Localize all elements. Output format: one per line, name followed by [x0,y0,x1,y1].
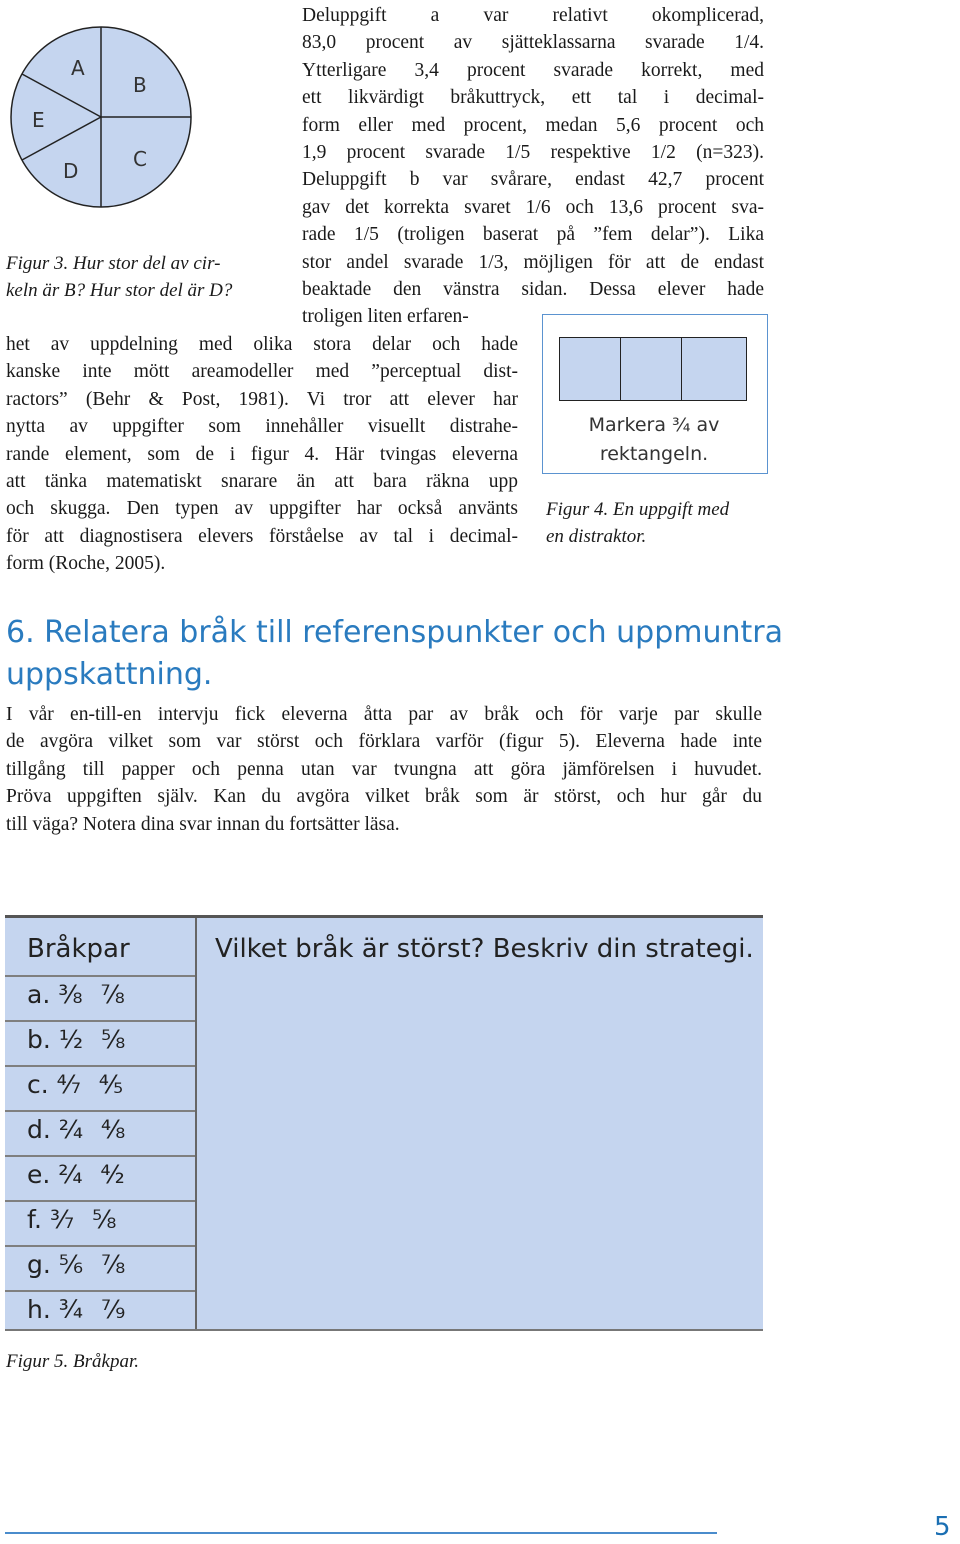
paragraph-line: Deluppgift a var relativt okomplicerad, [302,5,764,26]
paragraph-line: rade 1/5 (troligen baserat på ”fem delar”). Lika [302,224,764,246]
pie-label-c: C [133,147,147,171]
fraction-second: ⁷⁄₈ [101,1250,126,1279]
paragraph-line: till väga? Notera dina svar innan du fortsätter läsa. [6,813,400,835]
footer-rule [5,1532,717,1534]
paragraph-line: de avgöra vilket som var störst och förklara varför (figur 5). Eleverna hade inte [6,731,762,753]
row-separator [5,1020,195,1022]
paragraph-line: 1,9 procent svarade 1/5 respektive 1/2 (n=323). [302,142,764,164]
pie-circle-figure [6,22,196,212]
pair-label: c. [27,1070,49,1099]
figure4-box [542,314,768,474]
fraction-pair-row [27,1250,125,1279]
figure4-instruction-line: Markera ¾ av [588,414,720,436]
paragraph-line: 83,0 procent av sjätteklassarna svarade 1/4. [302,32,764,54]
fraction-pair-row [27,1025,125,1054]
row-separator [5,1200,195,1202]
figure4-instruction-line: rektangeln. [599,443,709,465]
figure3-caption [6,250,286,304]
pair-label: h. [27,1295,51,1324]
fraction-second: ⁵⁄₈ [101,1025,126,1054]
fraction-second: ⁷⁄₉ [101,1295,126,1324]
fraction-first: ²⁄₄ [58,1160,83,1189]
fraction-second: ⁴⁄₈ [101,1115,126,1144]
rectangle-part [681,337,747,401]
paragraph-line: tillgång till papper och penna utan var tvungna att göra jämförelsen i huvudet. [6,758,762,780]
paragraph-line: att tänka matematiskt snarare än att bara räkna upp [6,471,518,493]
figure4-caption-line: Figur 4. En uppgift med [546,499,730,520]
paragraph-line: kanske inte mött areamodeller med ”perceptual dist- [6,361,518,383]
figure4-caption-line: en distraktor. [546,526,647,547]
pie-label-e: E [32,108,45,132]
fraction-second: ⁴⁄₅ [98,1070,124,1099]
paragraph-line: form eller med procent, medan 5,6 procent och [302,114,764,136]
fraction-second: ⁷⁄₈ [100,980,125,1009]
section-heading [6,612,783,696]
row-separator [5,1290,195,1292]
paragraph-line: Deluppgift b var svårare, endast 42,7 procent [302,169,764,191]
paragraph-line: beaktade den vänstra sidan. Dessa elever hade [302,279,764,301]
pair-label: b. [27,1025,51,1054]
figure3-caption-line: Figur 3. Hur stor del av cir- [6,253,221,274]
pie-label-b: B [133,73,147,97]
page-number: 5 [934,1512,951,1542]
pair-label: d. [27,1115,51,1144]
section-heading-line: 6. Relatera bråk till referenspunkter och uppmuntra [6,615,783,650]
figure4-caption [546,496,776,550]
paragraph-line: rande element, som de i figur 4. Här tvingas eleverna [6,443,518,465]
paragraph-line: Pröva uppgiften själv. Kan du avgöra vilket bråk som är störst, och hur går du [6,786,762,808]
paragraph-line: ett likvärdigt bråkuttryck, ett tal i decimal- [302,87,764,109]
pair-label: f. [27,1205,42,1234]
fraction-pair-row [27,980,125,1009]
paragraph-line: form (Roche, 2005). [6,553,166,575]
fraction-first: ³⁄₇ [49,1205,75,1234]
fraction-second: ⁵⁄₈ [92,1205,117,1234]
fraction-pair-row [27,1295,125,1324]
rectangle-part [559,337,621,401]
pie-label-a: A [71,56,85,80]
fraction-second: ⁴⁄₂ [100,1160,125,1189]
table-column-divider [195,918,197,1329]
figure3-caption-line: keln är B? Hur stor del är D? [6,280,233,301]
pie-label-d: D [63,159,79,183]
left-column-paragraph [6,331,518,578]
pair-label: g. [27,1250,51,1279]
table-header-strategy: Vilket bråk är störst? Beskriv din strategi. [215,934,754,964]
fraction-first: ³⁄₈ [58,980,83,1009]
fraction-pair-row [27,1160,125,1189]
figure5-caption: Figur 5. Bråkpar. [6,1351,139,1372]
paragraph-line: ractors” (Behr & Post, 1981). Vi tror att elever har [6,388,518,410]
paragraph-line: för att diagnostisera elevers förståelse av tal i decimal- [6,525,518,547]
row-separator [5,1155,195,1157]
fraction-pair-row [27,1205,116,1234]
fraction-first: ⁴⁄₇ [56,1070,81,1099]
section-heading-line: uppskattning. [6,657,213,692]
fraction-pair-row [27,1115,125,1144]
fraction-first: ¾ [58,1295,84,1324]
paragraph-line: troligen liten erfaren- [302,306,469,328]
fraction-first: ½ [58,1025,84,1054]
pair-label: e. [27,1160,51,1189]
paragraph-line: het av uppdelning med olika stora delar och hade [6,334,518,355]
paragraph-line: nytta av uppgifter som innehåller visuellt distrahe- [6,416,518,438]
fraction-first: ²⁄₄ [58,1115,84,1144]
figure4-instruction [543,411,765,469]
table-header-pairs: Bråkpar [27,934,130,964]
paragraph-line: stor andel svarade 1/3, möjligen för att de endast [302,251,764,273]
paragraph-line: gav det korrekta svaret 1/6 och 13,6 procent sva- [302,196,764,218]
row-separator [5,975,195,977]
row-separator [5,1245,195,1247]
row-separator [5,1110,195,1112]
fraction-pairs-table [5,915,763,1331]
section6-paragraph [6,701,762,838]
fraction-pair-row [27,1070,123,1099]
fraction-first: ⁵⁄₆ [58,1250,84,1279]
rectangle-part [620,337,682,401]
paragraph-line: och skugga. Den typen av uppgifter har också använts [6,498,518,520]
paragraph-line: I vår en-till-en intervju fick eleverna åtta par av bråk och för varje par skulle [6,704,762,725]
right-column-paragraph [302,2,764,331]
paragraph-line: Ytterligare 3,4 procent svarade korrekt, med [302,59,764,81]
row-separator [5,1065,195,1067]
pair-label: a. [27,980,51,1009]
